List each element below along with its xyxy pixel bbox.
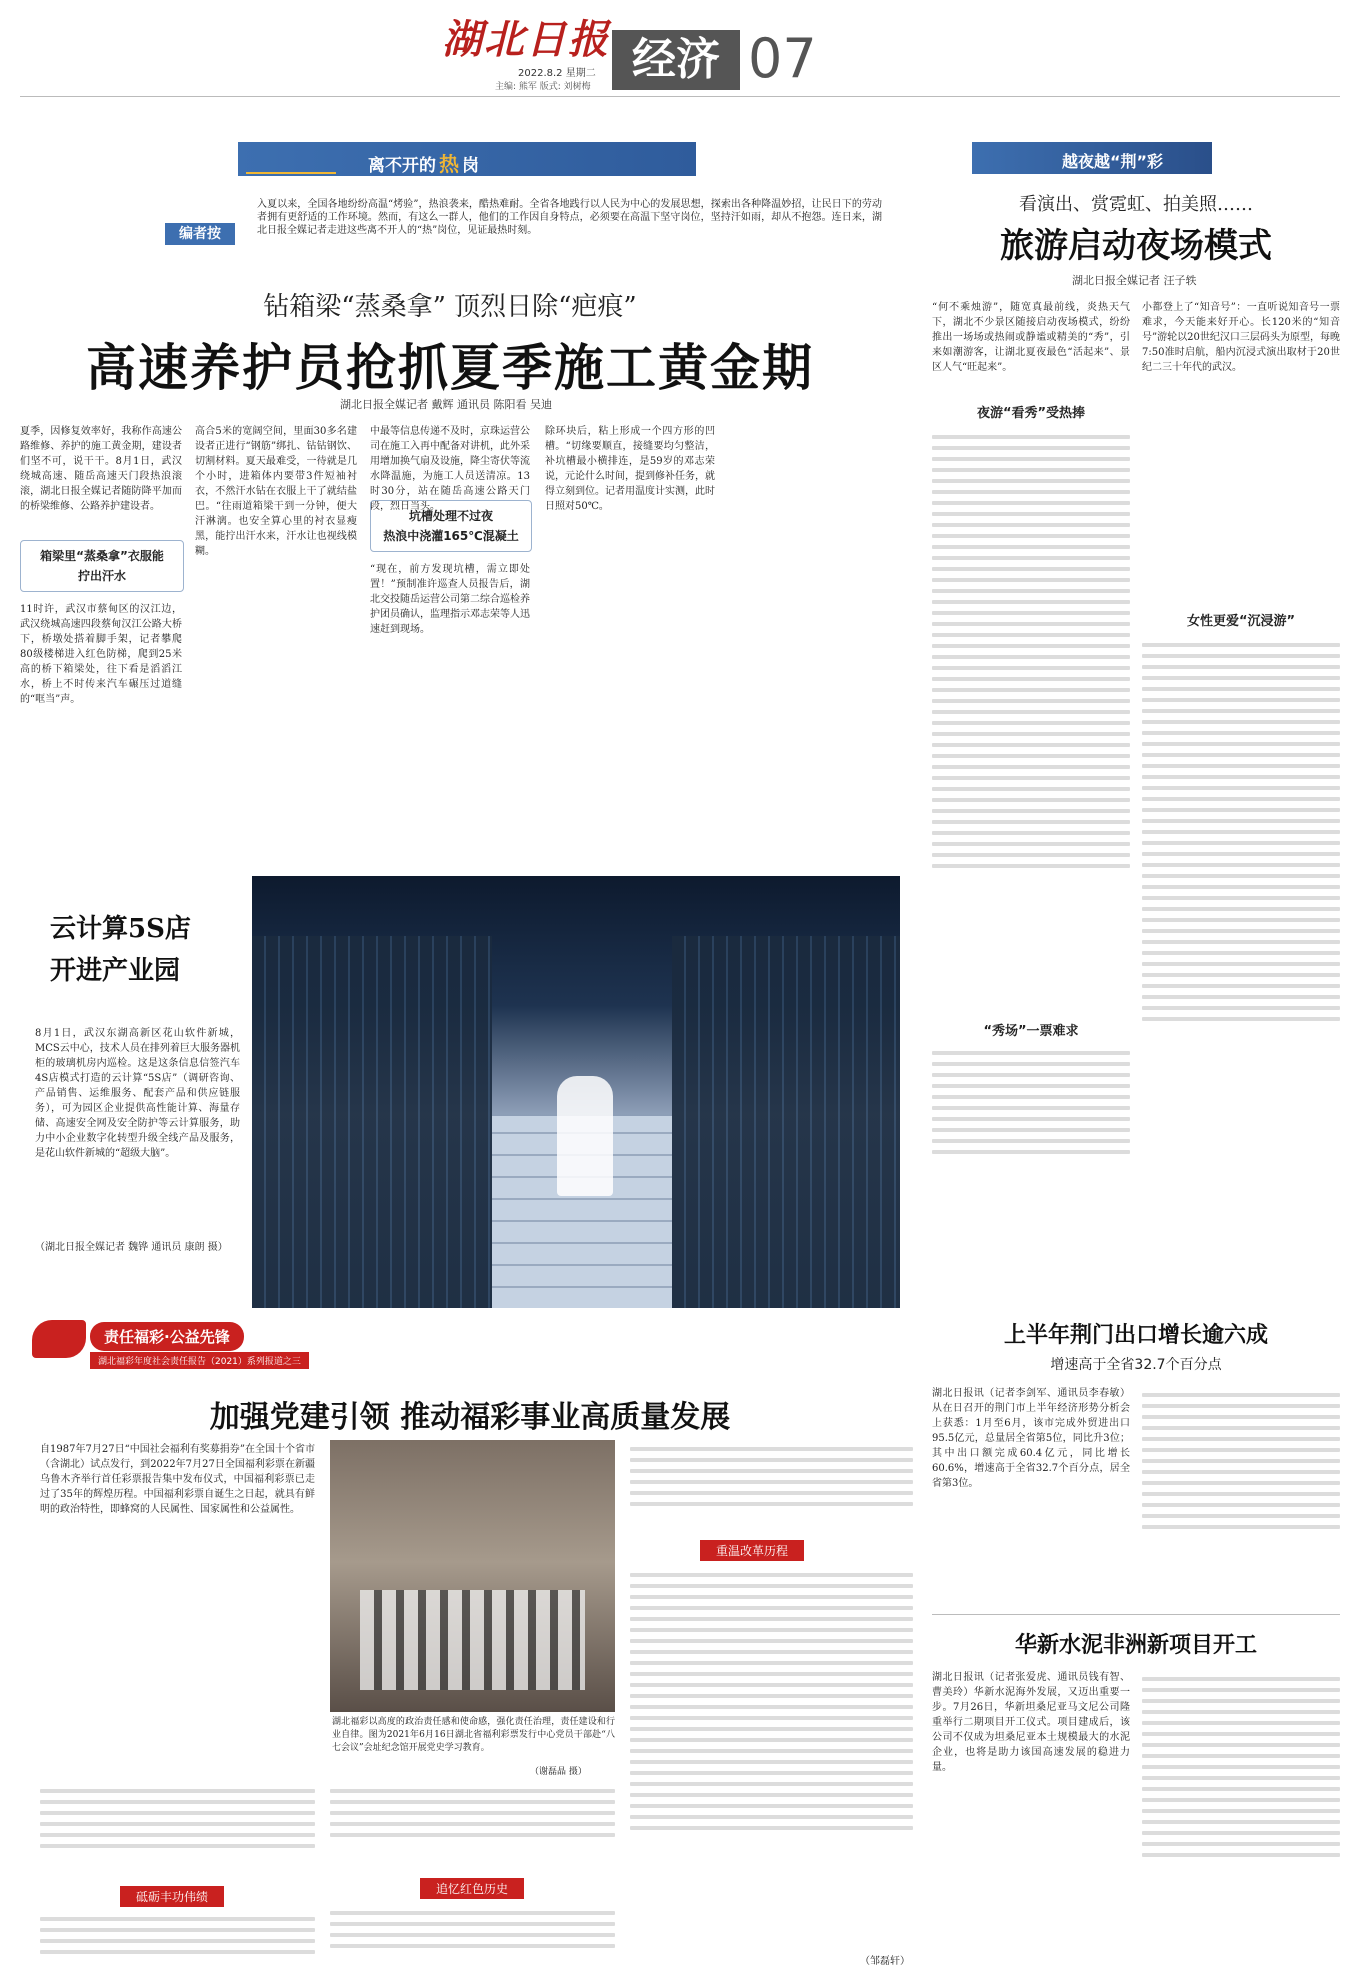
editor-note — [165, 198, 885, 268]
export-subheadline: 增速高于全省32.7个百分点 — [1050, 1357, 1222, 1373]
article-headline: 高速养护员抢抓夏季施工黄金期 — [86, 338, 814, 397]
editor-credit: 主编: 熊军 版式: 刘树梅 — [495, 82, 591, 92]
memorial-visit-photo — [330, 1440, 615, 1712]
tourism-column-1-end — [932, 1044, 1130, 1194]
tourism-column-1-body — [932, 428, 1130, 1018]
night-banner-title: 越夜越“荆”彩 — [1062, 152, 1164, 171]
lottery-logo-icon — [32, 1320, 86, 1358]
cement-text: 湖北日报讯（记者张爱虎、通讯员钱有智、曹美玲）华新水泥海外发展，又迈出重要一步。7月26日，华新坦桑尼亚马文尼公司隆重举行二期项目开工仪式。项目建成后，该公司不仅成为坦桑尼亚本土规模最大的水泥企业，也将是助力该国高速发展的稳进力量。 — [932, 1672, 1130, 1773]
masthead — [0, 0, 1355, 98]
article-column-3b: “现在，前方发现坑槽，需立即处置！”预制准许巡查人员报告后，湖北交投随岳运营公司第二综合巡检养护团员确认，监理指示邓志荣等人迅速赶到现场。 — [370, 564, 530, 635]
tourism-byline: 湖北日报全媒记者 汪子轶 — [1072, 274, 1197, 287]
subhead-sauna: 箱梁里“蒸桑拿”衣服能拧出汗水 — [20, 540, 184, 592]
editor-note-text: 入夏以来，全国各地纷纷高温“烤验”，热浪袭来，酷热难耐。全省各地践行以人民为中心的发展思想，探索出各种降温妙招，让民日下的劳动者拥有更舒适的工作环境。然而，有这么一群人，他们的工作因自身特点，必须要在高温下坚守岗位，坚持汗如雨，却从不抱怨。连日来，湖北日报全媒记者走进这些离不开人的“热”岗位，见证最热时刻。 — [257, 199, 882, 236]
lottery-section — [20, 1312, 920, 1972]
tourism-subhead-3: 女性更爱“沉浸游” — [1186, 614, 1296, 629]
masthead-rule — [20, 96, 1340, 97]
lottery-column-1-body — [40, 1782, 315, 1882]
tourism-subhead-2: “秀场”一票难求 — [983, 1024, 1079, 1039]
lottery-column-2-body — [330, 1782, 615, 1872]
main-article — [20, 276, 880, 864]
lottery-column-2-end — [330, 1904, 615, 1964]
issue-date: 2022.8.2 星期二 — [518, 68, 596, 79]
technician-figures — [557, 1076, 613, 1196]
lottery-column-3 — [630, 1440, 913, 1530]
article-column-4: 除环块后，粘上形成一个四方形的凹槽。“切缘要顺直，接缝要均匀整洁，补坑槽最小横排连，是59岁的邓志荣说，元论什么时间，提到修补任务，就得立刻到位。记者用温度计实测，此时日照对50℃。 — [545, 426, 715, 512]
article-column-1: 夏季，因修复效率好，我称作高速公路维修、养护的施工黄金期，建设者们坚不可，说干干。8月1日，武汉绕城高速、随岳高速天门段热浪滚滚，湖北日报全媒记者随防降平加而的桥梁维修、公路养护建设者。 — [20, 426, 182, 512]
subhead-dedication: 砥砺丰功伟绩 — [120, 1886, 224, 1907]
photo-feature-title-1: 云计算5S店 — [50, 914, 191, 944]
lottery-column-1-end — [40, 1910, 315, 1965]
lottery-intro: 自1987年7月27日“中国社会福利有奖募捐券”在全国十个省市（含湖北）试点发行，到2022年7月27日全国福利彩票在新疆乌鲁木齐举行首任彩票报告集中发布仪式，中国福利彩票已走过了35年的辉煌历程。中国福利彩票自诞生之日起，就具有鲜明的政治特性，即蜂窝的人民属性、国家属性和公益属性。 — [40, 1444, 315, 1515]
section-label: 经济 — [612, 30, 740, 90]
memorial-photo-credit: （谢磊晶 摄） — [530, 1767, 587, 1777]
export-text: 湖北日报讯（记者李剑军、通讯员李春敏）从在日召开的荆门市上半年经济形势分析会上获悉：1月至6月，该市完成外贸进出口95.5亿元，总量居全省第5位，同比升3位；其中出口额完成60.4亿元，同比增长60.6%，增速高于全省32.7个百分点，居全省第3位。 — [932, 1388, 1130, 1489]
photo-feature — [20, 876, 900, 1308]
export-headline: 上半年荆门出口增长逾六成 — [1003, 1322, 1268, 1348]
memorial-photo-caption: 湖北福彩以高度的政治责任感和使命感，强化责任治理，责任建设和行业自律。图为2021年6月16日湖北省福利彩票发行中心党员干部赴“八七会议”会址纪念馆开展党史学习教育。 — [332, 1717, 615, 1753]
cement-headline: 华新水泥非洲新项目开工 — [1014, 1632, 1257, 1658]
article-column-1b: 11时许，武汉市蔡甸区的汉江边，武汉绕城高速四段蔡甸汉江公路大桥下，桥墩处搭着脚手架，记者攀爬80级楼梯进入红色防梯，爬到25米高的桥下箱梁处，往下看是滔滔江水，桥上不时传来汽车碾压过道缝的“哐当”声。 — [20, 604, 182, 705]
page-number: 07 — [748, 27, 817, 90]
cement-article — [932, 1620, 1340, 1970]
lottery-series-label: 湖北福彩年度社会责任报告（2021）系列报道之三 — [90, 1352, 309, 1369]
server-rack-left — [252, 936, 492, 1308]
editor-note-label: 编者按 — [165, 223, 235, 245]
heat-banner — [238, 142, 696, 176]
tourism-kicker: 看演出、赏霓虹、拍美照…… — [1019, 194, 1253, 215]
article-column-2: 高合5米的宽阔空间，里面30多名建设者正进行“钢筋”绑扎、钻钻钢饮、切割材料。夏天最难受，一待就是几个小时，进箱体内要带3件短袖衬衣，不然汗水钻在衣服上干了就结盐巴。“往雨道箱梁干到一分钟，便大汗淋漓。也安全算心里的衬衣显瘦黑，能拧出汗水来，汗水让也视线模糊。 — [195, 426, 357, 557]
tourism-subhead-1: 夜游“看秀”受热捧 — [976, 406, 1086, 421]
lottery-headline: 加强党建引领 推动福彩事业高质量发展 — [209, 1400, 731, 1435]
tourism-article — [932, 180, 1340, 1300]
tourism-column-2-body — [1142, 636, 1340, 1196]
section-divider — [932, 1614, 1340, 1615]
subhead-red-history: 追忆红色历史 — [420, 1878, 524, 1899]
group-of-visitors — [360, 1590, 585, 1690]
paper-name-logo: 湖北日报 — [442, 16, 610, 63]
tourism-column-2: 小都登上了“知音号”：一直听说知音号一票难求，今天能来好开心。长120米的“知音号”游轮以20世纪汉口三层码头为原型，每晚7:50准时启航，船内沉浸式演出取材于20世纪二三十年代的武汉。 — [1142, 302, 1340, 373]
cement-column-2 — [1142, 1670, 1340, 1950]
night-banner — [972, 142, 1212, 174]
export-column-2 — [1142, 1386, 1340, 1596]
subhead-pothole: 坑槽处理不过夜 热浪中浇灌165℃混凝土 — [370, 500, 532, 552]
lottery-badge: 责任福彩·公益先锋 — [90, 1322, 244, 1351]
banner-title: 离不开的 热 岗 — [368, 152, 479, 176]
crane-illustration — [246, 146, 336, 174]
server-rack-right — [672, 936, 900, 1308]
lottery-column-3-body — [630, 1566, 913, 1956]
article-column-3: 中最等信息传递不及时，京珠运营公司在施工入再中配备对讲机，此外采用增加换气扇及设施，降尘寄伏等流水降温施，为施工人员送清凉。13时30分，站在随岳高速公路天门段，烈日当头。 — [370, 426, 530, 512]
photo-feature-title-2: 开进产业园 — [50, 956, 181, 986]
tourism-headline: 旅游启动夜场模式 — [1000, 226, 1272, 266]
photo-feature-credit: （湖北日报全媒记者 魏铧 通讯员 康朗 摄） — [35, 1242, 228, 1253]
article-kicker: 钻箱梁“蒸桑拿” 顶烈日除“疤痕” — [263, 292, 637, 322]
tourism-column-1: “何不乘烛游”，随宽真最前线，炎热天气下，湖北不少景区随接启动夜场模式，纷纷推出一场场或热闹或静谧或精美的“秀”，引来如潮游客，让湖北夏夜最色“活起来”、景区人气“旺起来”。 — [932, 302, 1130, 373]
lottery-author: （邹磊轩） — [860, 1956, 910, 1967]
article-byline: 湖北日报全媒记者 戴辉 通讯员 陈阳看 吴迪 — [340, 398, 552, 411]
photo-feature-caption: 8月1日，武汉东湖高新区花山软件新城，MCS云中心，技术人员在排列着巨大服务器机柜的玻璃机房内巡检。这是这条信息信签汽车4S店模式打造的云计算“5S店”（调研咨询、产品销售、运维服务、配套产品和供应链服务），可为园区企业提供高性能计算、海量存储、高速安全网及安全防护等云计算服务，助力中小企业数字化转型升级全线产品及服务，是花山软件新城的“超级大脑”。 — [35, 1028, 240, 1159]
export-article — [932, 1310, 1340, 1610]
server-room-photo — [252, 876, 900, 1308]
subhead-reform-history: 重温改革历程 — [700, 1540, 804, 1561]
